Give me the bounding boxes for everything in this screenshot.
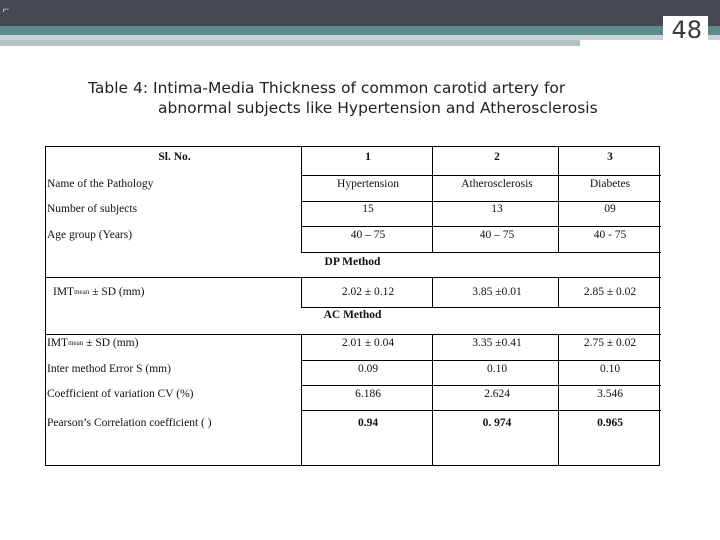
- ac-method-heading: AC Method: [323, 309, 382, 321]
- cell-col-3: 3.546: [597, 388, 623, 400]
- cell-col-1: 0.09: [357, 363, 379, 375]
- table-row: [46, 277, 659, 307]
- cell-col-2: 0. 974: [482, 417, 512, 429]
- cell-col-1: 0.94: [357, 417, 379, 429]
- slide-mid-band: [0, 40, 580, 46]
- row-label: IMT mean ± SD (mm): [47, 337, 139, 349]
- cell-col-1: 2.02 ± 0.12: [341, 286, 395, 298]
- dp-method-heading: DP Method: [324, 256, 381, 268]
- cell-col-1: 15: [362, 203, 374, 215]
- cell-col-2: 3.85 ±0.01: [472, 286, 522, 298]
- cell-col-3: 40 - 75: [593, 229, 627, 241]
- cell-col-2: 13: [491, 203, 503, 215]
- table-row: [46, 226, 659, 244]
- cell-col-1: 2.01 ± 0.04: [341, 337, 395, 349]
- row-label: Pearson’s Correlation coefficient ( ): [47, 417, 212, 429]
- cell-col-1: 40 – 75: [350, 229, 386, 241]
- title-line-1: Table 4: Intima-Media Thickness of common carotid artery for: [88, 79, 566, 97]
- row-divider: [301, 307, 661, 308]
- table-row: [46, 360, 659, 378]
- table-row: [46, 410, 659, 436]
- cell-col-3: 2.85 ± 0.02: [583, 286, 637, 298]
- title-line-2: abnormal subjects like Hypertension and Atherosclerosis: [158, 99, 598, 117]
- slide-accent-band: [0, 26, 720, 35]
- cell-col-3: 0.10: [599, 363, 621, 375]
- header-col-1: 1: [365, 151, 371, 163]
- table-row: [46, 175, 659, 193]
- row-label: Coefficient of variation CV (%): [47, 388, 194, 400]
- row-label: Number of subjects: [47, 203, 138, 215]
- cell-col-2: 3.35 ±0.41: [472, 337, 522, 349]
- header-col-3: 3: [607, 151, 613, 163]
- data-table: [45, 146, 660, 466]
- cell-col-1: 6.186: [355, 388, 381, 400]
- row-label: IMT mean ± SD (mm): [53, 286, 145, 298]
- table-title: [88, 78, 688, 118]
- page-number: 48: [663, 16, 708, 44]
- row-label: Age group (Years): [47, 229, 133, 241]
- cell-col-1: Hypertension: [337, 178, 399, 190]
- cell-col-2: 0.10: [486, 363, 508, 375]
- corner-icon: ⌐: [2, 2, 11, 16]
- cell-col-3: 0.965: [597, 417, 623, 429]
- cell-col-3: 2.75 ± 0.02: [583, 337, 637, 349]
- cell-col-3: Diabetes: [589, 178, 631, 190]
- table-row: [46, 385, 659, 403]
- row-divider: [301, 252, 661, 253]
- cell-col-3: 09: [604, 203, 616, 215]
- slide-top-bar: [0, 0, 720, 26]
- table-row: [46, 334, 659, 352]
- cell-col-2: 2.624: [484, 388, 510, 400]
- header-row: [46, 147, 659, 167]
- header-col-2: 2: [494, 151, 500, 163]
- header-label: Sl. No.: [158, 151, 191, 163]
- row-label: Name of the Pathology: [47, 178, 154, 190]
- cell-col-2: 40 – 75: [479, 229, 515, 241]
- cell-col-2: Atherosclerosis: [461, 178, 533, 190]
- table-row: [46, 201, 659, 217]
- row-label: Inter method Error S (mm): [47, 363, 171, 375]
